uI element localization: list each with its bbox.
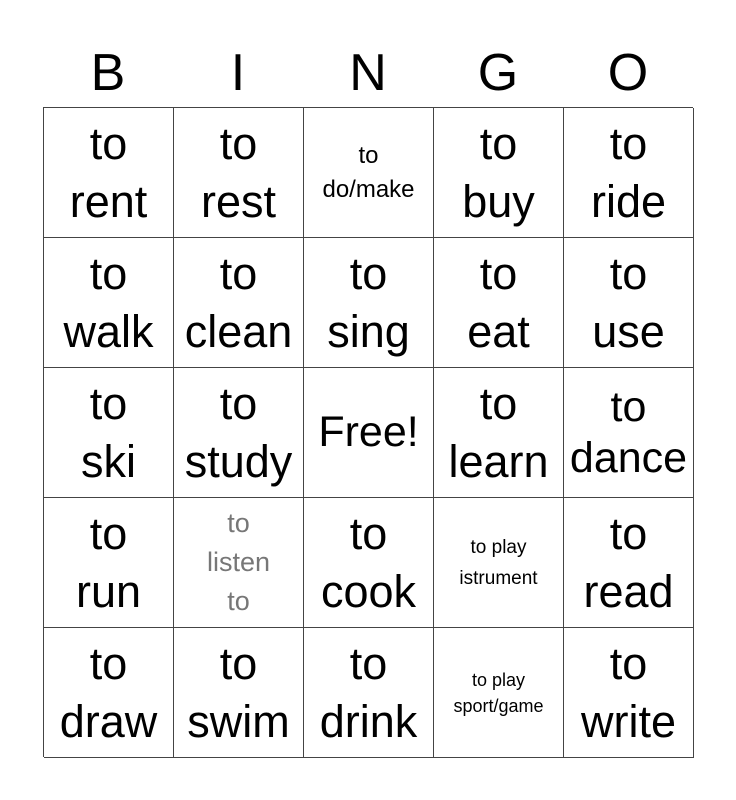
bingo-cell-4-5[interactable]: to read bbox=[564, 498, 694, 628]
bingo-cell-5-3[interactable]: to drink bbox=[304, 628, 434, 758]
bingo-cell-1-4[interactable]: to buy bbox=[434, 108, 564, 238]
bingo-cell-5-1[interactable]: to draw bbox=[44, 628, 174, 758]
bingo-cell-5-2[interactable]: to swim bbox=[174, 628, 304, 758]
bingo-cell-1-1[interactable]: to rent bbox=[44, 108, 174, 238]
bingo-cell-4-1[interactable]: to run bbox=[44, 498, 174, 628]
bingo-cell-2-4[interactable]: to eat bbox=[434, 238, 564, 368]
bingo-cell-1-2[interactable]: to rest bbox=[174, 108, 304, 238]
bingo-board bbox=[43, 107, 693, 757]
bingo-cell-4-3[interactable]: to cook bbox=[304, 498, 434, 628]
header-letter-o: O bbox=[607, 44, 649, 102]
bingo-cell-3-4[interactable]: to learn bbox=[434, 368, 564, 498]
bingo-cell-4-4[interactable]: to play istrument bbox=[434, 498, 564, 628]
bingo-cell-3-1[interactable]: to ski bbox=[44, 368, 174, 498]
bingo-cell-5-5[interactable]: to write bbox=[564, 628, 694, 758]
bingo-cell-2-5[interactable]: to use bbox=[564, 238, 694, 368]
bingo-cell-2-3[interactable]: to sing bbox=[304, 238, 434, 368]
bingo-free-space[interactable]: Free! bbox=[304, 368, 434, 498]
header-letter-g: G bbox=[477, 44, 519, 102]
bingo-cell-3-2[interactable]: to study bbox=[174, 368, 304, 498]
header-letter-n: N bbox=[349, 44, 387, 102]
bingo-cell-5-4[interactable]: to play sport/game bbox=[434, 628, 564, 758]
header-letter-i: I bbox=[230, 44, 246, 102]
bingo-cell-2-1[interactable]: to walk bbox=[44, 238, 174, 368]
bingo-cell-4-2[interactable]: to listen to bbox=[174, 498, 304, 628]
bingo-cell-1-3[interactable]: to do/make bbox=[304, 108, 434, 238]
bingo-cell-3-5[interactable]: to dance bbox=[564, 368, 694, 498]
bingo-cell-2-2[interactable]: to clean bbox=[174, 238, 304, 368]
header-letter-b: B bbox=[90, 44, 126, 102]
bingo-header bbox=[43, 40, 693, 106]
bingo-cell-1-5[interactable]: to ride bbox=[564, 108, 694, 238]
